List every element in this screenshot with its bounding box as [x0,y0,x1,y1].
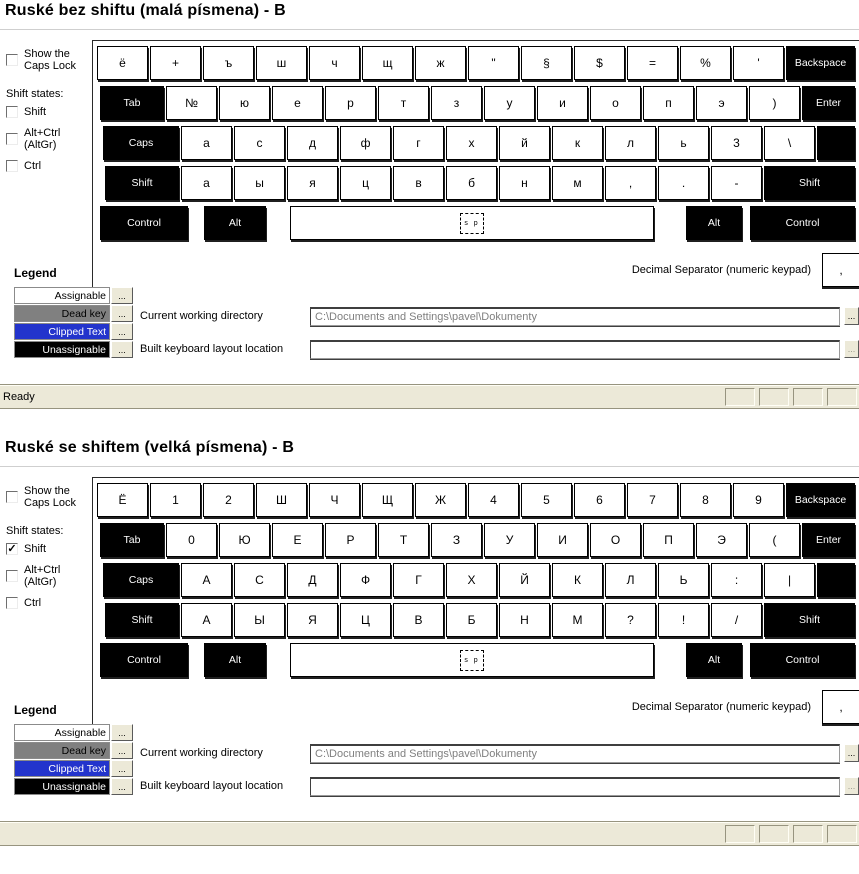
altgr-checkbox[interactable] [6,133,18,145]
key-ы[interactable]: ы [234,166,285,200]
key-ъ[interactable]: ъ [203,46,254,80]
ctrl-checkbox[interactable] [6,160,18,172]
key-)[interactable]: ) [749,86,800,120]
cwd-value: C:\Documents and Settings\pavel\Dokumenty [315,310,537,323]
keyboard-rows [97,483,855,683]
key-ь[interactable]: ь [658,126,709,160]
shift-row [6,543,92,555]
key-$[interactable]: $ [574,46,625,80]
key-![interactable]: ! [658,603,709,637]
key-а[interactable]: а [181,166,232,200]
shift-row [6,106,92,118]
legend-swatch-clipped-text: Clipped Text [14,323,110,340]
key-А[interactable]: А [181,603,232,637]
cwd-label: Current working directory [140,310,263,322]
key-ч[interactable]: ч [309,46,360,80]
key-№[interactable]: № [166,86,217,120]
key-Backspace[interactable]: Backspace [786,483,855,517]
key-Tab[interactable]: Tab [100,86,164,120]
key-А[interactable]: А [181,563,232,597]
title-divider [0,29,859,30]
key-Tab[interactable]: Tab [100,523,164,557]
key-ш[interactable]: ш [256,46,307,80]
key-|[interactable]: | [764,563,815,597]
keyboard-gap [656,643,686,677]
cwd-label: Current working directory [140,747,263,759]
key-л[interactable]: л [605,126,656,160]
legend-item [14,724,140,741]
show-caps-lock-row [6,485,92,509]
status-panel [759,825,789,843]
legend-title: Legend [14,703,57,717]
keyboard-row [97,46,855,80]
shift-checkbox[interactable]: ✓ [7,543,17,555]
decimal-separator-label: Decimal Separator (numeric keypad) [631,701,811,713]
key-Л[interactable]: Л [605,563,656,597]
keyboard-gap [268,206,290,240]
legend-more-button[interactable]: ... [111,742,133,759]
key-Caps[interactable]: Caps [103,126,179,160]
status-panel [827,388,857,406]
key-,[interactable]: , [605,166,656,200]
decimal-separator-label: Decimal Separator (numeric keypad) [631,264,811,276]
legend [14,703,140,796]
cwd-browse-button[interactable]: ... [844,744,859,762]
key-Alt[interactable]: Alt [204,643,266,677]
legend-swatch-unassignable: Unassignable [14,341,110,358]
current-working-directory-row [140,743,859,763]
key-Caps[interactable]: Caps [103,563,179,597]
bkl-browse-button[interactable]: ... [844,777,859,795]
key-П[interactable]: П [643,523,694,557]
keyboard-gap [268,643,290,677]
legend-swatch-clipped-text: Clipped Text [14,760,110,777]
cwd-field[interactable] [310,307,840,326]
bkl-label: Built keyboard layout location [140,343,284,355]
key-.[interactable]: . [658,166,709,200]
key-У[interactable]: У [484,523,535,557]
shift-states-panel [6,485,92,618]
key-space[interactable] [290,643,654,677]
bkl-field[interactable] [310,777,840,796]
key-М[interactable]: М [552,603,603,637]
key-и[interactable]: и [537,86,588,120]
keyboard-row [97,523,855,557]
cwd-browse-button[interactable]: ... [844,307,859,325]
key-Shift[interactable]: Shift [105,603,179,637]
bkl-label: Built keyboard layout location [140,780,284,792]
key-'[interactable]: ' [733,46,784,80]
key-%[interactable]: % [680,46,731,80]
unassignable-filler [817,126,855,160]
key-у[interactable]: у [484,86,535,120]
key-к[interactable]: к [552,126,603,160]
altgr-row [6,127,92,151]
key-Alt[interactable]: Alt [204,206,266,240]
status-panel [725,825,755,843]
status-panels [725,825,857,843]
decimal-separator-row [632,253,859,287]
key-э[interactable]: э [696,86,747,120]
key-В[interactable]: В [393,603,444,637]
key-х[interactable]: х [446,126,497,160]
key-4[interactable]: 4 [468,483,519,517]
key-Э[interactable]: Э [696,523,747,557]
key-+[interactable]: + [150,46,201,80]
key-с[interactable]: с [234,126,285,160]
key-([interactable]: ( [749,523,800,557]
key-ф[interactable]: ф [340,126,391,160]
key-Shift[interactable]: Shift [764,603,855,637]
key-а[interactable]: а [181,126,232,160]
key-8[interactable]: 8 [680,483,731,517]
bkl-browse-button[interactable]: ... [844,340,859,358]
key-п[interactable]: п [643,86,694,120]
built-layout-location-row [140,776,859,796]
status-panel [793,388,823,406]
key-Backspace[interactable]: Backspace [786,46,855,80]
shift-label: Shift [24,106,47,118]
keyboard-gap [190,643,204,677]
key-ц[interactable]: ц [340,166,391,200]
altgr-label: Alt+Ctrl (AltGr) [24,564,61,588]
key-Ч[interactable]: Ч [309,483,360,517]
key-Control[interactable]: Control [750,643,855,677]
decimal-separator-key[interactable]: , [822,253,859,287]
key-ю[interactable]: ю [219,86,270,120]
decimal-separator-key[interactable]: , [822,690,859,724]
key-Ц[interactable]: Ц [340,603,391,637]
space-marker: s p [460,650,483,671]
key-Д[interactable]: Д [287,563,338,597]
keyboard-gap [656,206,686,240]
legend-swatch-dead-key: Dead key [14,305,110,322]
key-Е[interactable]: Е [272,523,323,557]
key-З[interactable]: З [431,523,482,557]
keyboard-row [97,206,855,240]
keyboard-view [92,477,859,733]
key-Й[interactable]: Й [499,563,550,597]
shift-states-panel [6,48,92,181]
shift-states-label: Shift states: [6,88,64,100]
legend-item [14,742,140,759]
legend-more-button[interactable]: ... [111,724,133,741]
key-Р[interactable]: Р [325,523,376,557]
key-в[interactable]: в [393,166,444,200]
legend-item [14,778,140,795]
altgr-label: Alt+Ctrl (AltGr) [24,127,61,151]
key-Alt[interactable]: Alt [686,206,742,240]
ctrl-checkbox[interactable] [6,597,18,609]
status-panel [725,388,755,406]
ctrl-row [6,160,92,172]
key-0[interactable]: 0 [166,523,217,557]
keyboard-row [97,483,855,517]
key-Control[interactable]: Control [100,643,188,677]
key-ж[interactable]: ж [415,46,466,80]
key-7[interactable]: 7 [627,483,678,517]
keyboard-row [97,603,855,637]
key-С[interactable]: С [234,563,285,597]
page-title: Ruské bez shiftu (malá písmena) - B [5,2,286,19]
key-Ю[interactable]: Ю [219,523,270,557]
status-panel [759,388,789,406]
show-caps-lock-checkbox[interactable] [6,491,18,503]
key-Х[interactable]: Х [446,563,497,597]
title-divider [0,466,859,467]
key-д[interactable]: д [287,126,338,160]
legend-more-button[interactable]: ... [111,323,133,340]
status-panel [827,825,857,843]
legend-item [14,305,140,322]
key-я[interactable]: я [287,166,338,200]
key-е[interactable]: е [272,86,323,120]
keyboard-row [97,166,855,200]
key-Я[interactable]: Я [287,603,338,637]
key-Г[interactable]: Г [393,563,444,597]
key-:[interactable]: : [711,563,762,597]
keyboard-row [97,563,855,597]
legend-swatch-dead-key: Dead key [14,742,110,759]
directory-fields [140,306,859,372]
show-caps-lock-row [6,48,92,72]
ctrl-row [6,597,92,609]
keyboard-gap [190,206,204,240]
legend-more-button[interactable]: ... [111,287,133,304]
altgr-checkbox[interactable] [6,570,18,582]
cwd-field[interactable] [310,744,840,763]
key-Щ[interactable]: Щ [362,483,413,517]
key-6[interactable]: 6 [574,483,625,517]
key-м[interactable]: м [552,166,603,200]
altgr-row [6,564,92,588]
key-К[interactable]: К [552,563,603,597]
legend-swatch-unassignable: Unassignable [14,778,110,795]
shift-checkbox[interactable] [6,106,18,118]
legend-items [14,724,140,795]
key-т[interactable]: т [378,86,429,120]
key-И[interactable]: И [537,523,588,557]
key-Ё[interactable]: Ё [97,483,148,517]
space-marker: s p [460,213,483,234]
key-Т[interactable]: Т [378,523,429,557]
key-Б[interactable]: Б [446,603,497,637]
shift-label: Shift [24,543,47,555]
key-р[interactable]: р [325,86,376,120]
key-2[interactable]: 2 [203,483,254,517]
key-space[interactable] [290,206,654,240]
legend-swatch-assignable: Assignable [14,724,110,741]
key-б[interactable]: б [446,166,497,200]
built-layout-location-row [140,339,859,359]
key-г[interactable]: г [393,126,444,160]
directory-fields [140,743,859,809]
key-"[interactable]: " [468,46,519,80]
legend-more-button[interactable]: ... [111,778,133,795]
key-Ж[interactable]: Ж [415,483,466,517]
key-Enter[interactable]: Enter [802,86,855,120]
keyboard-section [0,437,859,874]
legend-item [14,760,140,777]
legend-more-button[interactable]: ... [111,760,133,777]
key-?[interactable]: ? [605,603,656,637]
status-bar [0,821,859,846]
key-3[interactable]: 3 [711,126,762,160]
key-Ь[interactable]: Ь [658,563,709,597]
legend-item [14,287,140,304]
legend-swatch-assignable: Assignable [14,287,110,304]
key-Alt[interactable]: Alt [686,643,742,677]
status-bar [0,384,859,409]
keyboard-row [97,643,855,677]
legend-title: Legend [14,266,57,280]
legend-item [14,323,140,340]
status-panel [793,825,823,843]
legend [14,266,140,359]
cwd-value: C:\Documents and Settings\pavel\Dokumenty [315,747,537,760]
key-Control[interactable]: Control [750,206,855,240]
legend-more-button[interactable]: ... [111,305,133,322]
key-ё[interactable]: ё [97,46,148,80]
key-Enter[interactable]: Enter [802,523,855,557]
key-щ[interactable]: щ [362,46,413,80]
key-Н[interactable]: Н [499,603,550,637]
show-caps-lock-checkbox[interactable] [6,54,18,66]
key-1[interactable]: 1 [150,483,201,517]
unassignable-filler [817,563,855,597]
key-5[interactable]: 5 [521,483,572,517]
current-working-directory-row [140,306,859,326]
key-Control[interactable]: Control [100,206,188,240]
key-Ы[interactable]: Ы [234,603,285,637]
key--[interactable]: - [711,166,762,200]
key-Shift[interactable]: Shift [105,166,179,200]
bkl-field[interactable] [310,340,840,359]
key-=[interactable]: = [627,46,678,80]
key-з[interactable]: з [431,86,482,120]
key-Ш[interactable]: Ш [256,483,307,517]
legend-more-button[interactable]: ... [111,341,133,358]
ctrl-label: Ctrl [24,597,42,609]
page-title: Ruské se shiftem (velká písmena) - B [5,439,295,456]
key-Ф[interactable]: Ф [340,563,391,597]
key-9[interactable]: 9 [733,483,784,517]
keyboard-row [97,86,855,120]
show-caps-lock-label: Show the Caps Lock [24,48,76,72]
status-panels [725,388,857,406]
keyboard-row [97,126,855,160]
key-О[interactable]: О [590,523,641,557]
legend-items [14,287,140,358]
key-н[interactable]: н [499,166,550,200]
legend-item [14,341,140,358]
key-§[interactable]: § [521,46,572,80]
key-Shift[interactable]: Shift [764,166,855,200]
key-й[interactable]: й [499,126,550,160]
keyboard-view [92,40,859,296]
key-о[interactable]: о [590,86,641,120]
key-/[interactable]: / [711,603,762,637]
keyboard-rows [97,46,855,246]
ctrl-label: Ctrl [24,160,42,172]
show-caps-lock-label: Show the Caps Lock [24,485,76,509]
status-text: Ready [3,390,35,403]
key-\[interactable]: \ [764,126,815,160]
shift-states-label: Shift states: [6,525,64,537]
decimal-separator-row [632,690,859,724]
